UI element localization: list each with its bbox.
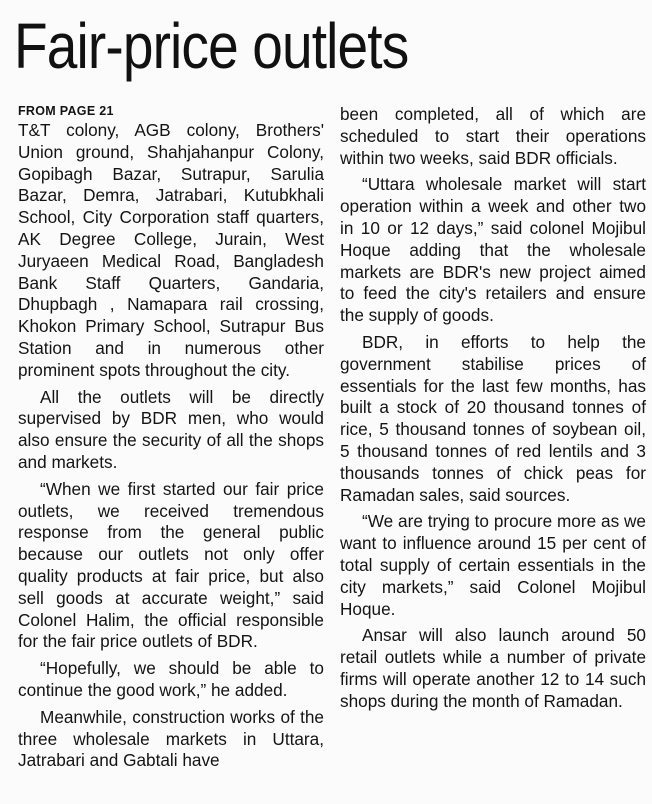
- headline: Fair-price outlets: [14, 10, 409, 82]
- dateline: FROM PAGE 21: [18, 104, 114, 118]
- paragraph: T&T colony, AGB colony, Brothers' Union ground, Shahjahanpur Colony, Gopibagh Bazar, Sutrapur, Sarulia Bazar, Demra, Jatrabari, Kutubkhali School, City Corporation staff quarters, AK Degree College, Jurain, West Juryaeen Medical Road, Bangladesh Bank Staff Quarters, Gandaria, Dhupbagh , Namapara rail crossing, Khokon Primary School, Sutrapur Bus Station and in numerous other prominent spots throughout the city.: [18, 120, 324, 380]
- paragraph: “We are trying to procure more as we want to influence around 15 per cent of total supply of certain essentials in the city markets,” said Colonel Mojibul Hoque.: [340, 511, 646, 619]
- paragraph: “When we first started our fair price outlets, we received tremendous response from the general public because our outlets not only offer quality products at fair price, but also sell goods at accurate weight,” said Colonel Halim, the official responsible for the fair price outlets of BDR.: [18, 478, 324, 652]
- left-column: [18, 104, 324, 772]
- paragraph: “Hopefully, we should be able to continue the good work,” he added.: [18, 658, 324, 700]
- paragraph: All the outlets will be directly supervised by BDR men, who would also ensure the security of all the shops and markets.: [18, 386, 324, 472]
- paragraph: Meanwhile, construction works of the three wholesale markets in Uttara, Jatrabari and Gabtali have: [18, 706, 324, 771]
- paragraph: “Uttara wholesale market will start operation within a week and other two in 10 or 12 days,” said colonel Mojibul Hoque adding that the wholesale markets are BDR's new project aimed to feed the city's retailers and ensure the supply of goods.: [340, 174, 646, 326]
- right-column: [340, 104, 646, 713]
- paragraph: BDR, in efforts to help the government stabilise prices of essentials for the last few months, has built a stock of 20 thousand tonnes of rice, 5 thousand tonnes of soybean oil, 5 thousand tonnes of red lentils and 3 thousands tonnes of chick peas for Ramadan sales, said sources.: [340, 331, 646, 505]
- paragraph: been completed, all of which are scheduled to start their operations within two weeks, said BDR officials.: [340, 104, 646, 168]
- paragraph: Ansar will also launch around 50 retail outlets while a number of private firms will operate another 12 to 14 such shops during the month of Ramadan.: [340, 625, 646, 711]
